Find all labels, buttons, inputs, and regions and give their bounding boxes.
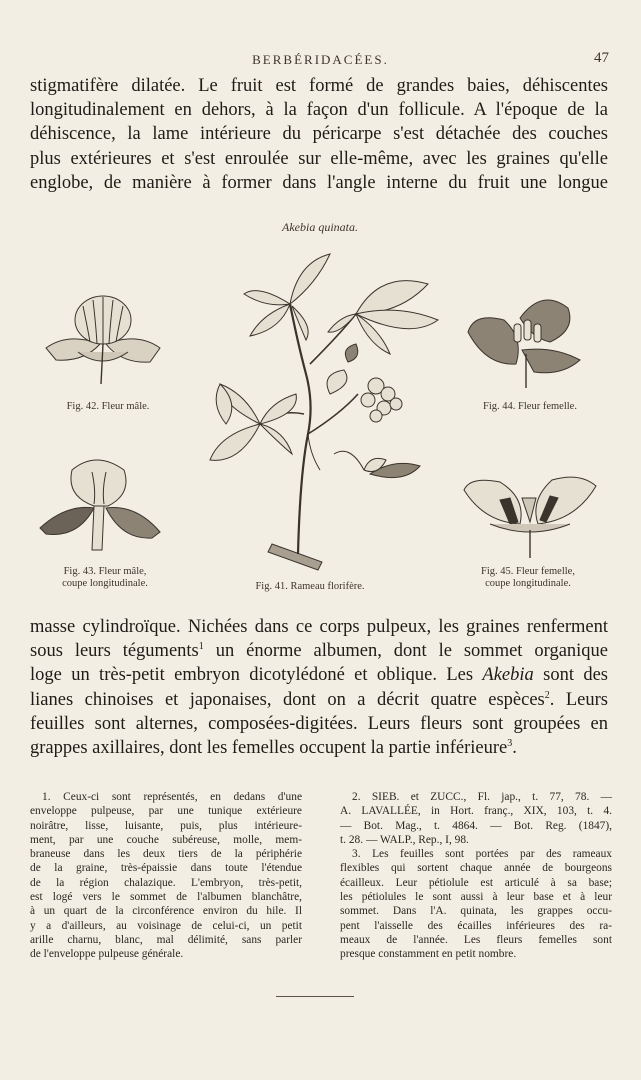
footnote-line: 3. Les feuilles sont portées par des rameaux bbox=[352, 848, 612, 861]
fig41-caption: Fig. 41. Rameau florifère. bbox=[255, 581, 365, 592]
footnote-line: de la graine, très-épaissie dans toute l'étendue bbox=[30, 862, 302, 875]
fig44-female-flower-illustration bbox=[462, 290, 592, 390]
running-title: BERBÉRIDACÉES. bbox=[252, 52, 389, 67]
fig43-caption bbox=[30, 566, 180, 590]
footnote-line: A. LAVALLÉE, in Hort. franç., XIX, 103, t. 4. bbox=[340, 805, 612, 818]
text-line: plus extérieures et s'est enroulée sur elle-même, avec les graines qu'elle bbox=[30, 148, 608, 169]
footnote-line: de l'enveloppe pulpeuse générale. bbox=[30, 948, 184, 961]
text-line: longitudinalement en dehors, à la façon d'un follicule. A l'époque de la bbox=[30, 100, 608, 121]
footnote-line: presque constamment en petit nombre. bbox=[340, 948, 517, 961]
text-line: stigmatifère dilatée. Le fruit est formé de grandes baies, déhiscentes bbox=[30, 76, 608, 96]
footnote-line: y a d'ailleurs, au voisinage de celui-ci, un petit bbox=[30, 919, 302, 932]
running-head bbox=[0, 52, 641, 72]
footnote-line: pent l'aisselle des écailles inférieures des ra- bbox=[340, 919, 612, 932]
footnote-line: les pétiolules le sont aussi à leur base et à leur bbox=[340, 891, 612, 904]
footnote-line: sommet. Dans l'A. quinata, les grappes occu- bbox=[340, 905, 612, 918]
footnote-line: t. 28. — WALP., Rep., I, 98. bbox=[340, 833, 469, 846]
footnote-line: de la région chalazique. L'embryon, très-petit, bbox=[30, 876, 302, 889]
footnote-line: noirâtre, lisse, luisante, puis, plus intérieure- bbox=[30, 819, 302, 832]
figure-title: Akebia quinata. bbox=[282, 220, 358, 234]
footnote-line: braneuse dans les deux tiers de la périphérie bbox=[30, 848, 302, 861]
text-line: déhiscence, la lame intérieure du péricarpe s'est détachée des couches bbox=[30, 124, 608, 145]
footnote-line: arille charnu, blanc, mal délimité, sans parler bbox=[30, 933, 302, 946]
text-line: sous leurs téguments$^1$ un énorme albumen, dont le sommet organique bbox=[30, 641, 609, 662]
footnote-line: enveloppe pulpeuse, par une tunique extérieure bbox=[30, 805, 302, 818]
footnote-column-left bbox=[30, 790, 302, 962]
footnote-ref-3: 3 bbox=[507, 737, 513, 749]
footnote-ref-2: 2 bbox=[544, 689, 550, 701]
text-line: feuilles sont alternes, composées-digitées. Leurs fleurs sont groupées en bbox=[30, 713, 608, 734]
text-line: loge un très-petit embryon dicotylédoné et oblique. Les Akebia sont des bbox=[30, 665, 608, 686]
footnote-line: écailleux. Leur pétiolule est articulé à sa base; bbox=[340, 876, 612, 889]
footnote-line: 2. SIEB. et ZUCC., Fl. jap., t. 77, 78. — bbox=[352, 791, 612, 803]
footnote-line: flexibles qui sortent chaque année de bourgeons bbox=[340, 862, 612, 875]
footnote-line: meaux de l'année. Les fleurs femelles sont bbox=[340, 933, 612, 946]
fig42-male-flower-illustration bbox=[38, 286, 168, 386]
text-line: masse cylindroïque. Nichées dans ce corps pulpeux, les graines renferment bbox=[30, 617, 608, 637]
footnote-line: ment, par une couche subéreuse, molle, mem- bbox=[30, 833, 302, 846]
fig43-caption-line2: coupe longitudinale. bbox=[62, 578, 148, 589]
fig45-caption bbox=[448, 566, 608, 590]
fig45-caption-line1: Fig. 45. Fleur femelle, bbox=[481, 566, 575, 577]
text-line: lianes chinoises et japonaises, dont on a décrit quatre espèces$^2$. Leurs bbox=[30, 689, 608, 710]
footnote-line: est logé vers le sommet de l'albumen blanchâtre, bbox=[30, 891, 302, 904]
fig43-caption-line1: Fig. 43. Fleur mâle, bbox=[63, 566, 147, 577]
page-number: 47 bbox=[594, 50, 609, 66]
text-line: englobe, de manière à former dans l'angle interne du fruit une longue bbox=[30, 172, 608, 193]
body-paragraph-top bbox=[30, 74, 608, 195]
fig41-flowering-branch-illustration bbox=[180, 244, 450, 574]
footnote-line: — Bot. Mag., t. 4864. — Bot. Reg. (1847), bbox=[340, 819, 612, 832]
fig43-male-flower-section-illustration bbox=[36, 456, 166, 556]
fig45-female-flower-section-illustration bbox=[460, 470, 600, 560]
footnote-line: à un quart de la circonférence environ du hile. Il bbox=[30, 905, 302, 918]
text-line: grappes axillaires, dont les femelles occupent la partie inférieure$^3$. bbox=[30, 737, 517, 759]
footnote-column-right bbox=[340, 790, 612, 962]
closing-rule bbox=[276, 996, 354, 997]
footnote-line: 1. Ceux-ci sont représentés, en dedans d'une bbox=[42, 791, 302, 803]
fig45-caption-line2: coupe longitudinale. bbox=[485, 578, 571, 589]
botanical-plate bbox=[30, 220, 610, 600]
genus-name: Akebia bbox=[482, 665, 534, 686]
body-paragraph-bottom bbox=[30, 615, 608, 760]
fig44-caption: Fig. 44. Fleur femelle. bbox=[483, 401, 577, 412]
fig42-caption: Fig. 42. Fleur mâle. bbox=[66, 401, 150, 412]
footnote-ref-1: 1 bbox=[198, 641, 204, 653]
